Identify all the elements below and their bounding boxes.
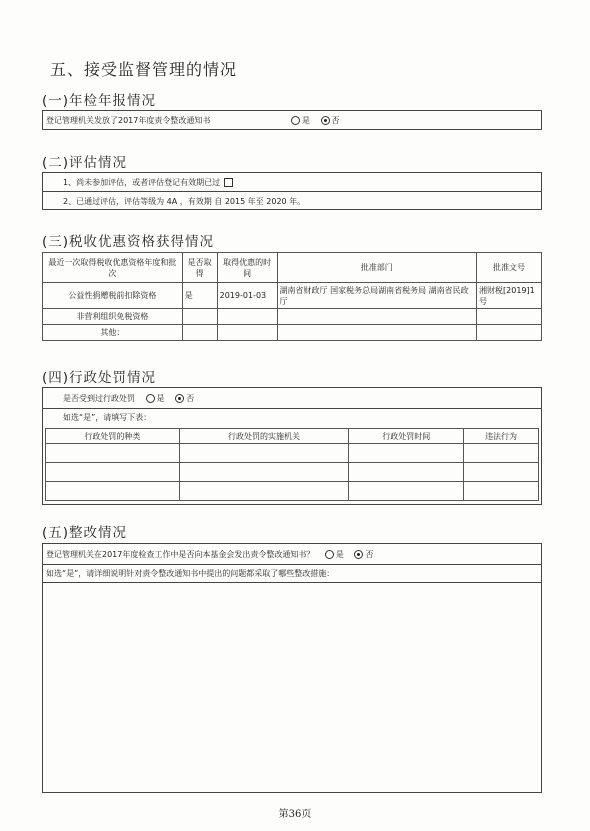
penalty-question-row: [63, 393, 194, 404]
table-cell: [217, 309, 277, 325]
radio-yes[interactable]: [325, 550, 334, 559]
table-cell: [217, 325, 277, 341]
rectification-box: [42, 543, 542, 793]
tax-heading: (三)税收优惠资格获得情况: [42, 234, 215, 250]
no-label: 否: [186, 394, 195, 403]
table-row: [43, 309, 542, 325]
divider: [43, 408, 541, 409]
table-cell: [277, 325, 477, 341]
yes-label: 是: [335, 550, 344, 559]
penalty-question: 是否受到过行政处罚: [63, 394, 135, 403]
radio-no[interactable]: [354, 550, 363, 559]
header-cell: 批准文号: [477, 253, 542, 283]
radio-yes[interactable]: [146, 394, 155, 403]
yes-label: 是: [156, 394, 165, 403]
annual-inspection-question: 登记管理机关发放了2017年度责令整改通知书: [46, 116, 211, 125]
header-cell: 批准部门: [277, 253, 477, 283]
header-cell: 违法行为: [464, 429, 539, 444]
divider: [43, 564, 541, 565]
table-header-row: [46, 429, 539, 444]
evaluation-box: [42, 172, 542, 210]
penalty-fill-note: 如选“是”，请填写下表：: [63, 413, 152, 422]
divider: [43, 582, 541, 583]
radio-no[interactable]: [175, 394, 184, 403]
table-cell: [477, 309, 542, 325]
table-cell: 湘财税[2019]1号: [477, 283, 542, 309]
header-cell: 取得优惠的时间: [217, 253, 277, 283]
header-cell: 最近一次取得税收优惠资格年度和批次: [43, 253, 183, 283]
evaluation-row-2: 2、已通过评估，评估等级为 4A ，有效期 自 2015 年至 2020 年。: [63, 197, 306, 206]
table-cell: [277, 309, 477, 325]
yes-label: 是: [302, 116, 310, 125]
evaluation-checkbox[interactable]: [224, 178, 233, 187]
evaluation-heading: (二)评估情况: [42, 155, 128, 171]
penalty-box: [42, 387, 542, 505]
table-cell: 公益性捐赠税前扣除资格: [43, 283, 183, 309]
radio-yes[interactable]: [291, 116, 300, 125]
rectification-question: 登记管理机关在2017年度检查工作中是否向本基金会发出责令整改通知书？: [46, 550, 315, 559]
tax-table: [42, 252, 542, 341]
table-header-row: [43, 253, 542, 283]
rectification-question-row: [46, 549, 373, 560]
table-cell: 其他：: [43, 325, 183, 341]
table-cell: [477, 325, 542, 341]
table-cell: [182, 325, 217, 341]
rectification-heading: (五)整改情况: [42, 525, 128, 541]
page-number: 第36页: [278, 809, 312, 820]
penalty-heading: (四)行政处罚情况: [42, 370, 157, 386]
table-row: [46, 444, 539, 463]
table-row: [46, 463, 539, 482]
section-title: 五、接受监督管理的情况: [50, 60, 238, 79]
table-cell: [182, 309, 217, 325]
table-cell: 湖南省财政厅 国家税务总局湖南省税务局 湖南省民政厅: [277, 283, 477, 309]
evaluation-row-1-text: 1、尚未参加评估，或者评估登记有效期已过: [63, 178, 221, 187]
table-row: [46, 482, 539, 501]
annual-inspection-options: [283, 115, 340, 126]
annual-inspection-heading: (一)年检年报情况: [42, 93, 157, 109]
evaluation-row-1: [63, 177, 233, 188]
radio-no[interactable]: [321, 116, 330, 125]
header-cell: 行政处罚的种类: [46, 429, 180, 444]
table-cell: 2019-01-03: [217, 283, 277, 309]
penalty-table: [45, 428, 539, 501]
table-row: [43, 283, 542, 309]
no-label: 否: [331, 116, 340, 125]
divider: [43, 191, 541, 192]
annual-inspection-box: [42, 110, 542, 130]
header-cell: 行政处罚的实施机关: [179, 429, 349, 444]
no-label: 否: [365, 550, 374, 559]
rectification-detail-prompt: 如选“是”，请详细说明针对责令整改通知书中提出的问题都采取了哪些整改措施：: [46, 569, 335, 578]
table-row: [43, 325, 542, 341]
table-cell: 是: [182, 283, 217, 309]
table-cell: 非营利组织免税资格: [43, 309, 183, 325]
header-cell: 行政处罚时间: [349, 429, 464, 444]
header-cell: 是否取得: [182, 253, 217, 283]
